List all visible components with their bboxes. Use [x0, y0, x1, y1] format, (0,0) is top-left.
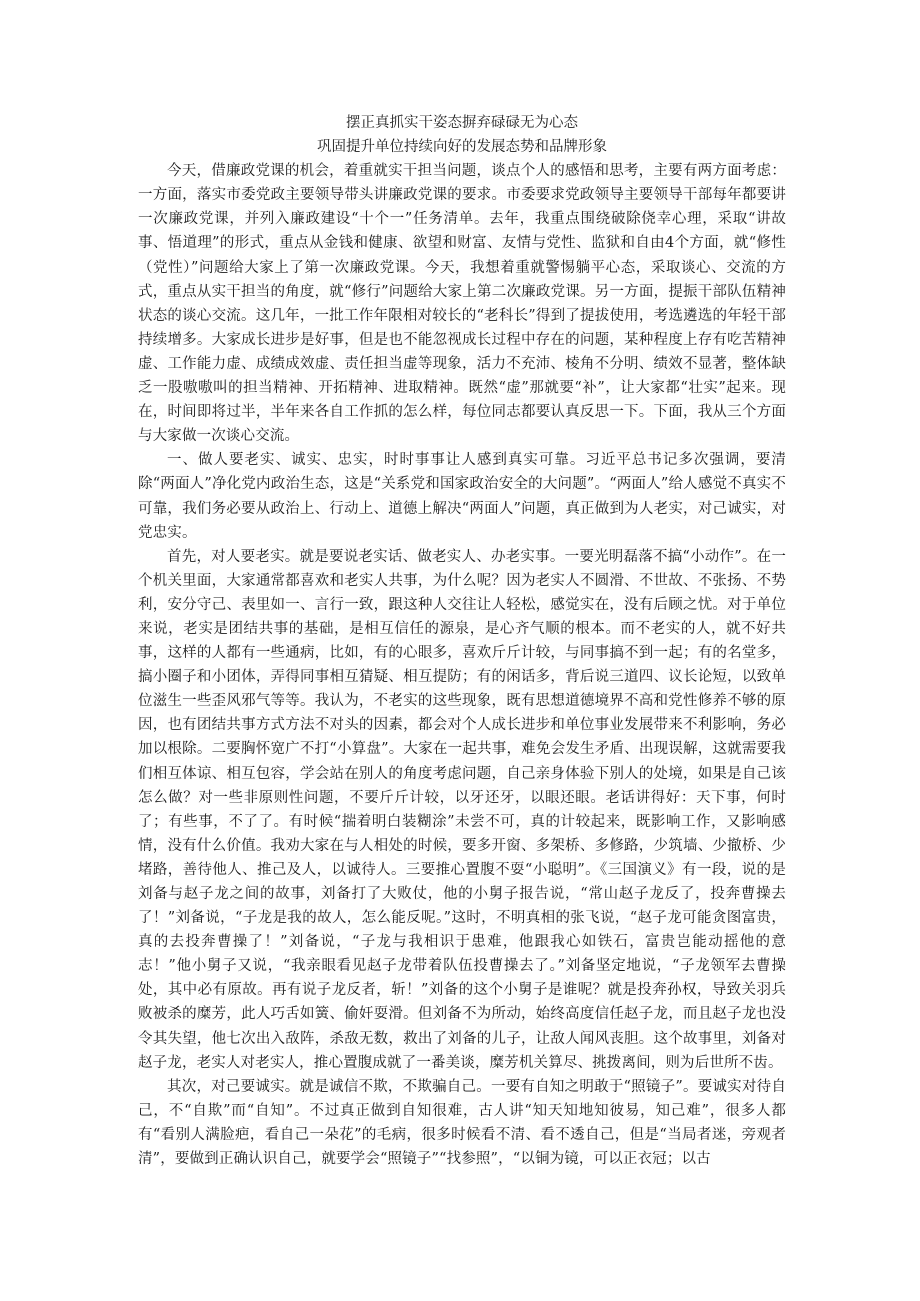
- document-title-line-1: 摆正真抓实干姿态摒弃碌碌无为心态: [346, 115, 578, 131]
- paragraph-first-point: 首先，对人要老实。就是要说老实话、做老实人、办老实事。一要光明磊落不搞“小动作”。在一个机关里面，大家通常都喜欢和老实人共事，为什么呢？因为老实人不圆滑、不世故、不张扬、不势利，安分守己、表里如一、言行一致，跟这种人交往让人轻松，感觉实在，没有后顾之忧。对于单位来说，老实是团结共事的基础，是相互信任的源泉，是心齐气顺的根本。而不老实的人，就不好共事，这样的人都有一些通病，比如，有的心眼多，喜欢斤斤计较，与同事搞不到一起；有的名堂多，搞小圈子和小团体，弄得同事相互猜疑、相互提防；有的闲话多，背后说三道四、议长论短，以致单位滋生一些歪风邪气等等。我认为，不老实的这些现象，既有思想道德境界不高和党性修养不够的原因，也有团结共事方式方法不对头的因素，都会对个人成长进步和单位事业发展带来不利影响，务必加以根除。二要胸怀宽广不打“小算盘”。大家在一起共事，难免会发生矛盾、出现误解，这就需要我们相互体谅、相互包容，学会站在别人的角度考虑问题，自己亲身体验下别人的处境，如果是自己该怎么做？对一些非原则性问题，不要斤斤计较，以牙还牙，以眼还眼。老话讲得好：天下事，何时了；有些事，不了了。有时候“揣着明白装糊涂”未尝不可，真的计较起来，既影响工作，又影响感情，没有什么价值。我劝大家在与人相处的时候，要多开窗、多架桥、多修路，少筑墙、少撤桥、少堵路，善待他人、推己及人，以诚待人。三要推心置腹不耍“小聪明”。《三国演义》有一段，说的是刘备与赵子龙之间的故事，刘备打了大败仗，他的小舅子报告说，“常山赵子龙反了，投奔曹操去了！”刘备说，“子龙是我的故人，怎么能反呢。”这时，不明真相的张飞说，“赵子龙可能贪图富贵，真的去投奔曹操了！”刘备说，“子龙与我相识于患难，他跟我心如铁石，富贵岂能动摇他的意志！”他小舅子又说，“我亲眼看见赵子龙带着队伍投曹操去了。”刘备坚定地说，“子龙领军去曹操处，其中必有原故。再有说子龙反者，斩！”刘备的这个小舅子是谁呢？就是投奔孙权，导致关羽兵败被杀的糜芳，此人巧舌如簧、偷奸耍滑。但刘备不为所动，始终高度信任赵子龙，而且赵子龙也没令其失望，他七次出入敌阵，杀敌无数，救出了刘备的儿子，让敌人闻风丧胆。这个故事里，刘备对赵子龙，老实人对老实人，推心置腹成就了一番美谈，糜芳机关算尽、挑拨离间，则为后世所不齿。: [138, 548, 786, 1071]
- document-body: [138, 111, 786, 1171]
- paragraph-intro: 今天，借廉政党课的机会，着重就实干担当问题，谈点个人的感悟和思考，主要有两方面考虑：一方面，落实市委党政主要领导带头讲廉政党课的要求。市委要求党政领导主要领导干部每年都要讲一次廉政党课，并列入廉政建设“十个一”任务清单。去年，我重点围绕破除侥幸心理，采取“讲故事、悟道理”的形式，重点从金钱和健康、欲望和财富、友情与党性、监狱和自由4个方面，就“修性（党性）”问题给大家上了第一次廉政党课。今天，我想着重就警惕躺平心态，采取谈心、交流的方式，重点从实干担当的角度，就“修行”问题给大家上第二次廉政党课。另一方面，提振干部队伍精神状态的谈心交流。这几年，一批工作年限相对较长的“老科长”得到了提拔使用，考选遴选的年轻干部持续增多。大家成长进步是好事，但是也不能忽视成长过程中存在的问题，某种程度上存有吃苦精神虚、工作能力虚、成绩成效虚、责任担当虚等现象，活力不充沛、棱角不分明、绩效不显著，整体缺乏一股嗷嗷叫的担当精神、开拓精神、进取精神。既然“虚”那就要“补”，让大家都“壮实”起来。现在，时间即将过半，半年来各自工作抓的怎么样，每位同志都要认真反思一下。下面，我从三个方面与大家做一次谈心交流。: [138, 163, 786, 445]
- paragraph-second-point: 其次，对己要诚实。就是诚信不欺，不欺骗自己。一要有自知之明敢于“照镜子”。要诚实对待自己，不“自欺”而“自知”。不过真正做到自知很难，古人讲“知天知地知彼易，知己难”，很多人都有“看别人满脸疤，看自己一朵花”的毛病，很多时候看不清、看不透自己，但是“当局者迷，旁观者清”，要做到正确认识自己，就要学会“照镜子”“找参照”，“以铜为镜，可以正衣冠；以古: [138, 1078, 787, 1168]
- document-title-line-2: 巩固提升单位持续向好的发展态势和品牌形象: [317, 139, 607, 156]
- paragraph-section-one: 一、做人要老实、诚实、忠实，时时事事让人感到真实可靠。习近平总书记多次强调，要清除“两面人”净化党内政治生态，这是“关系党和国家政治安全的大问题”。“两面人”给人感觉不真实不可靠，我们务必要从政治上、行动上、道德上解决“两面人”问题，真正做到为人老实，对己诚实，对党忠实。: [138, 452, 786, 541]
